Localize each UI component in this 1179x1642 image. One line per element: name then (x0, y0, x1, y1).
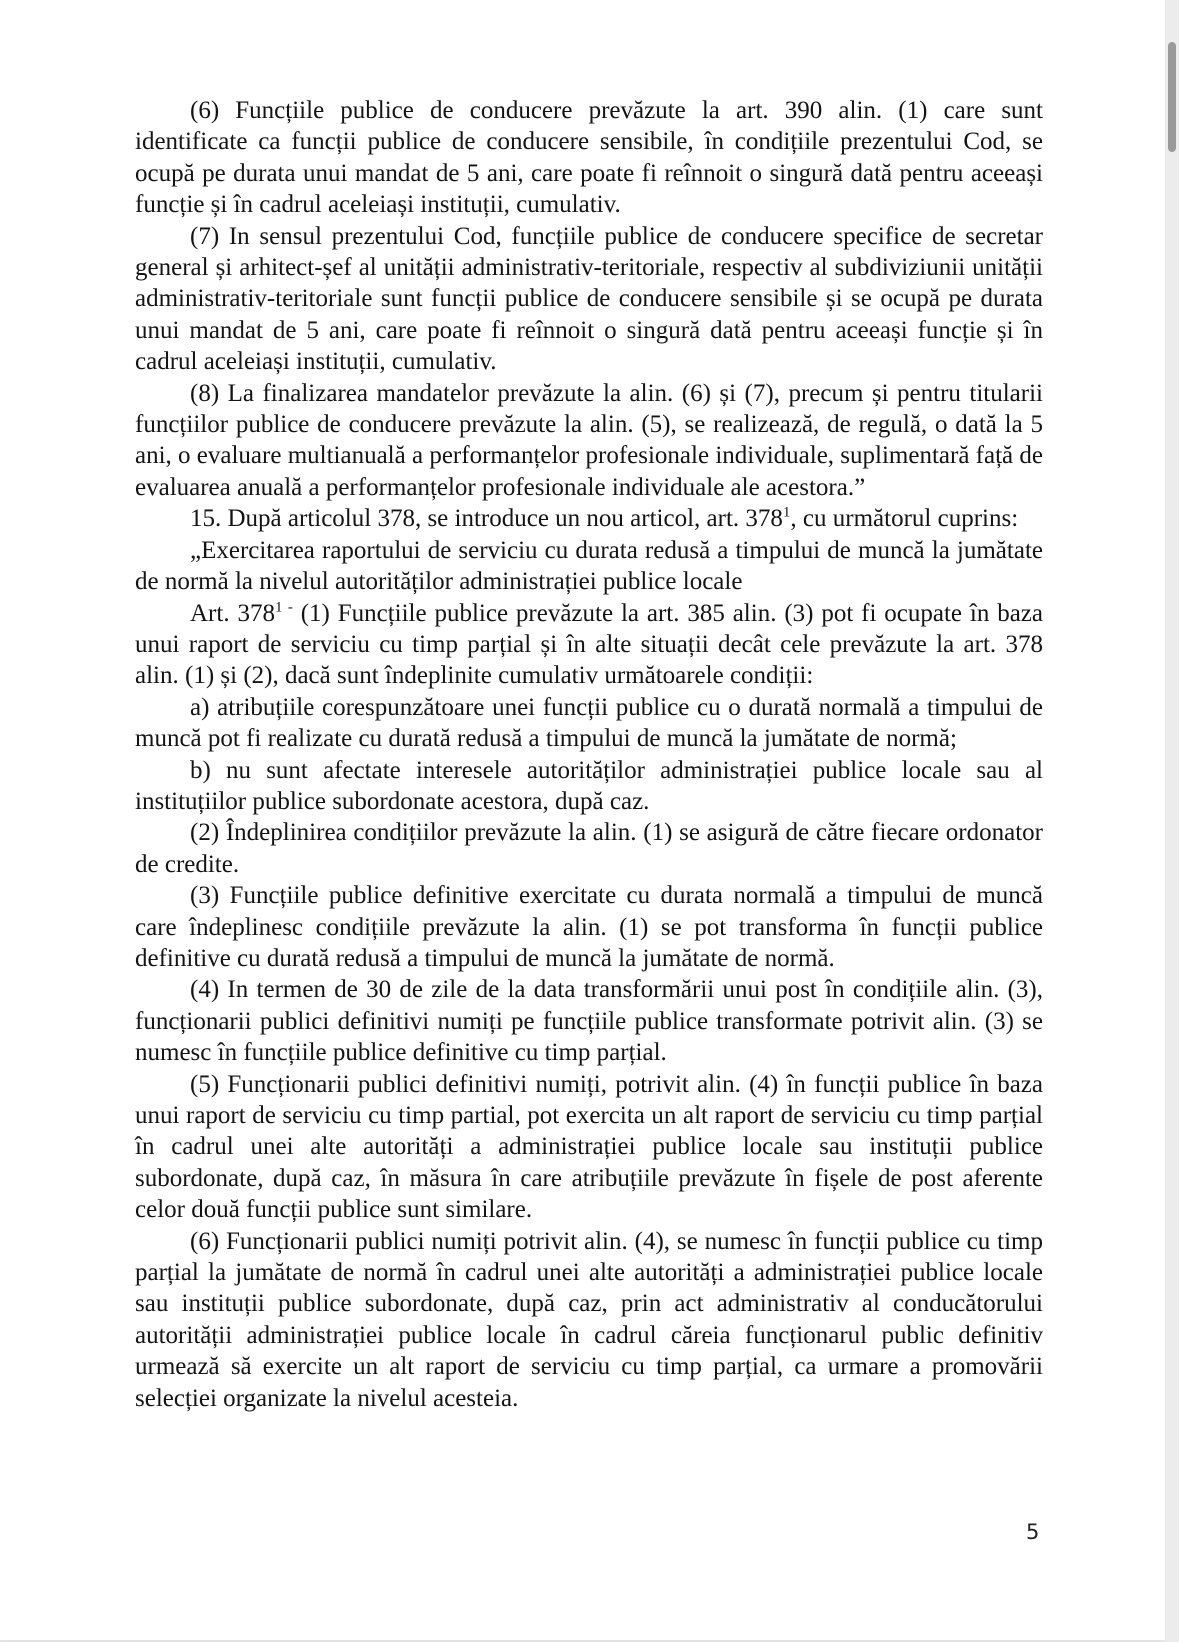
superscript: 1 (782, 504, 791, 521)
article-text: (1) Funcțiile publice prevăzute la art. 385 alin. (3) pot fi ocupate în baza unui raport de serviciu cu timp parțial și în alte situații decât cele prevăzute la art. 378 alin. (1) și (2), dacă sunt îndeplinite cumulativ următoarele condiții: (135, 599, 1043, 690)
alin-2: (2) Îndeplinirea condițiilor prevăzute la alin. (1) se asigură de către fiecare ordonator de credite. (135, 819, 1043, 878)
vertical-scrollbar[interactable] (1165, 0, 1179, 1642)
condition-b: b) nu sunt afectate interesele autorităților administrației publice locale sau al instituțiilor publice subordonate acestora, după caz. (135, 756, 1043, 815)
alin-3: (3) Funcțiile publice definitive exercitate cu durata normală a timpului de muncă care îndeplinesc condițiile prevăzute la alin. (1) se pot transforma în funcții publice definitive cu durată redusă a timpului de muncă la jumătate de normă. (135, 882, 1043, 972)
paragraph-6: (6) Funcțiile publice de conducere prevăzute la art. 390 alin. (1) care sunt identificate ca funcții publice de conducere sensibile, în condițiile prezentului Cod, se ocupă pe durata unui mandat de 5 ani, care poate fi reînnoit o singură dată pentru aceeași funcție și în cadrul aceleiași instituții, cumulativ. (135, 97, 1043, 219)
article-label: Art. 378 (190, 599, 275, 627)
page-number: 5 (1026, 1520, 1040, 1544)
document-body (135, 95, 1043, 1414)
paragraph-7: (7) In sensul prezentului Cod, funcțiile publice de conducere specifice de secretar general și arhitect-șef al unității administrativ-teritoriale, respectiv al subdiviziunii unității administrativ-teritoriale sunt funcții publice de conducere sensibile și se ocupă pe durata unui mandat de 5 ani, care poate fi reînnoit o singură dată pentru aceeași funcție și în cadrul aceleiași instituții, cumulativ. (135, 222, 1043, 376)
paragraph-15-tail: , cu următorul cuprins: (790, 505, 1019, 533)
alin-6: (6) Funcționarii publici numiți potrivit alin. (4), se numesc în funcții publice cu timp parțial la jumătate de normă în cadrul unei alte autorități a administrației publice locale sau instituții publice subordonate, după caz, prin act administrativ al conducătorului autorității administrației publice locale în cadrul căreia funcționarul public definitiv urmează să exercite un alt raport de serviciu cu timp parțial, ca urmare a promovării selecției organizate la nivelul acesteia. (135, 1227, 1043, 1412)
alin-5: (5) Funcționarii publici definitivi numiți, potrivit alin. (4) în funcții publice în baza unui raport de serviciu cu timp partial, pot exercita un alt raport de serviciu cu timp parțial în cadrul unei alte autorități a administrației publice locale sau instituții publice subordonate, după caz, în măsura în care atribuțiile prevăzute în fișele de post aferente celor două funcții publice sunt similare. (135, 1070, 1043, 1224)
article-heading: „Exercitarea raportului de serviciu cu durata redusă a timpului de muncă la jumătate de normă la nivelul autorităților administrației publice locale (135, 536, 1043, 596)
superscript: 1 - (274, 599, 293, 616)
article-378-1-para-1 (135, 598, 1043, 692)
paragraph-15 (135, 503, 1043, 534)
paragraph-8: (8) La finalizarea mandatelor prevăzute la alin. (6) și (7), precum și pentru titularii funcțiilor publice de conducere prevăzute la alin. (5), se realizează, de regulă, o dată la 5 ani, o evaluare multianuală a performanțelor profesionale individuale, suplimentară față de evaluarea anuală a performanțelor profesionale individuale ale acestora.” (135, 379, 1043, 501)
condition-a: a) atribuțiile corespunzătoare unei funcții publice cu o durată normală a timpului de muncă pot fi realizate cu durată redusă a timpului de muncă la jumătate de normă; (135, 693, 1043, 753)
paragraph-15-text: 15. După articolul 378, se introduce un nou articol, art. 378 (190, 505, 783, 533)
alin-4: (4) In termen de 30 de zile de la data transformării unui post în condițiile alin. (3), funcționarii publici definitivi numiți pe funcțiile publice transformate potrivit alin. (3) se numesc în funcțiile publice definitive cu timp parțial. (135, 976, 1043, 1067)
scrollbar-thumb[interactable] (1168, 42, 1176, 152)
